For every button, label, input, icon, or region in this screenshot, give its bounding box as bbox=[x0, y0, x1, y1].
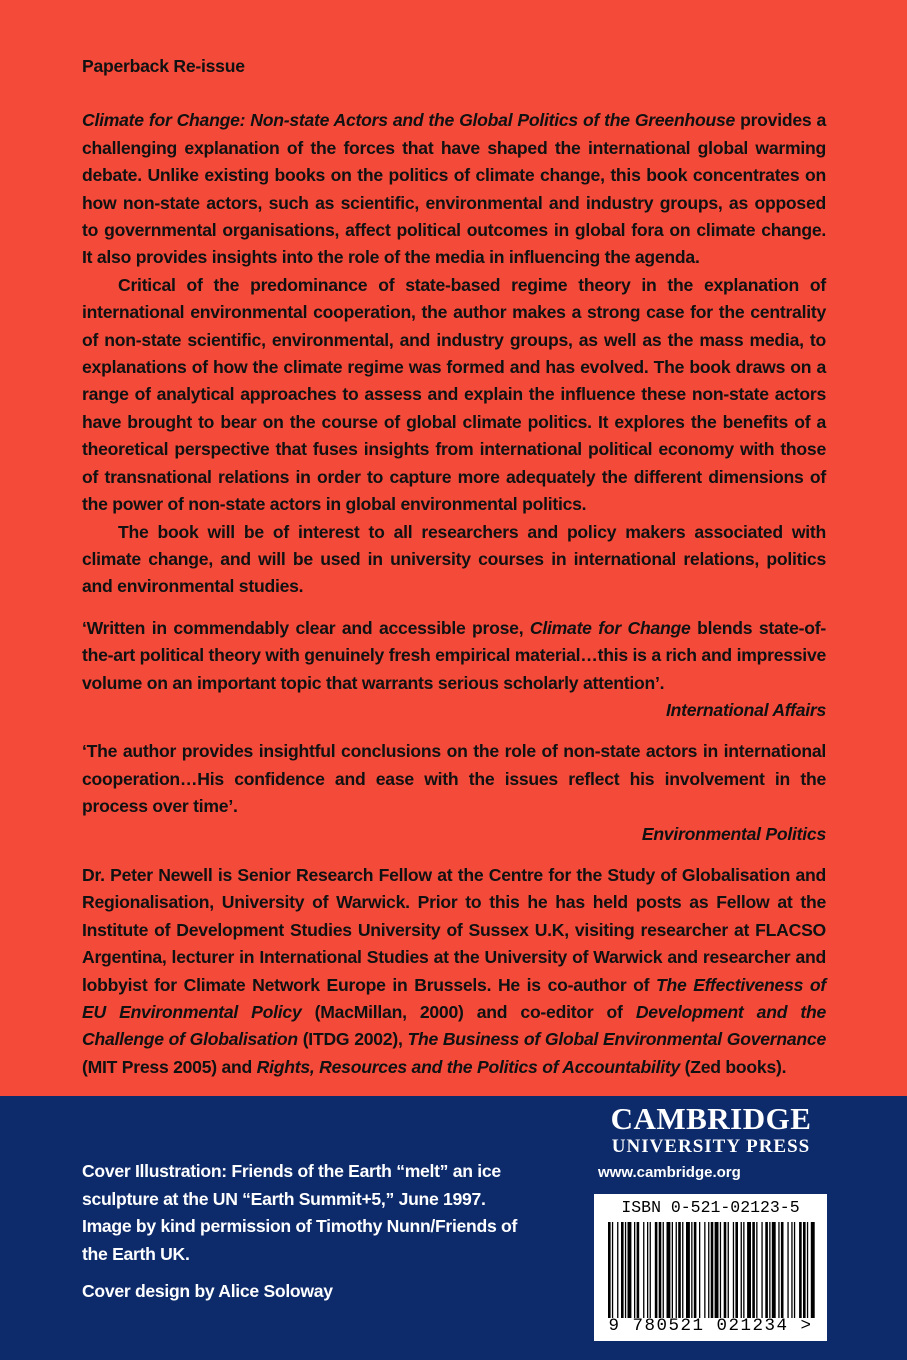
barcode-bar bbox=[741, 1222, 742, 1318]
barcode-bar bbox=[807, 1222, 808, 1318]
barcode-bar bbox=[676, 1222, 677, 1318]
barcode-bar bbox=[704, 1222, 705, 1318]
barcode-bar bbox=[765, 1222, 768, 1318]
barcode-bar bbox=[667, 1222, 671, 1318]
publisher-name: CAMBRIDGE bbox=[610, 1101, 812, 1136]
barcode-bar bbox=[756, 1222, 757, 1318]
barcode-bar bbox=[647, 1222, 648, 1318]
barcode-bar bbox=[686, 1222, 690, 1318]
barcode-bar bbox=[794, 1222, 795, 1318]
barcode-bar bbox=[799, 1222, 802, 1318]
barcode-bar bbox=[694, 1222, 697, 1318]
blurb-content bbox=[82, 53, 826, 1081]
paragraph-2: Critical of the predominance of state-based regime theory in the explanation of international environmental cooperation, the author makes a strong case for the centrality of non-state scientific, environmental, and industry groups, as well as the mass media, to explanations of how the climate regime was formed and has evolved. The book draws on a range of analytical approaches to assess and explain the influence these non-state actors have brought to bear on the course of global climate politics. It explores the benefits of a theoretical perspective that fuses insights from international political economy with those of transnational relations in order to capture more adequately the different dimensions of the power of non-state actors in global environmental politics. bbox=[82, 274, 826, 515]
publisher-url: www.cambridge.org bbox=[598, 1164, 741, 1181]
barcode-bar bbox=[708, 1222, 709, 1318]
barcode-bar bbox=[682, 1222, 683, 1318]
barcode-bar bbox=[747, 1222, 751, 1318]
barcode-bar bbox=[617, 1222, 618, 1318]
barcode-bar bbox=[628, 1222, 632, 1318]
intro-paragraph bbox=[82, 107, 826, 271]
barcode-bar bbox=[781, 1222, 784, 1318]
barcode-bar bbox=[778, 1222, 779, 1318]
barcode-bar bbox=[715, 1222, 719, 1318]
intro-text: provides a challenging explanation of the forces that have shaped the international global warming debate. Unlike existing books on the politics of climate change, this book concentrates on how non-state actors, such as scientific, environmental and industry groups, as opposed to governmental organisations, affect political outcomes in global fora on climate change. It also provides insights into the role of the media in influencing the agenda. bbox=[82, 110, 826, 268]
barcode-bar bbox=[643, 1222, 644, 1318]
barcode-bar bbox=[672, 1222, 673, 1318]
barcode-bar bbox=[663, 1222, 664, 1318]
ean-number: 9 780521 021234 > bbox=[608, 1316, 813, 1336]
review-2: ‘The author provides insightful conclusions on the role of non-state actors in international cooperation…His confidence and ease with the issues reflect his involvement in the process over time’. bbox=[82, 741, 826, 817]
barcode-bar bbox=[699, 1222, 700, 1318]
author-bio: Dr. Peter Newell is Senior Research Fellow at the Centre for the Study of Globalisation and Regionalisation, University of Warwick. Prior to this he has held posts as Fellow at the Institute of Development Studies University of Sussex U.K, visiting researcher at FLACSO Argentina, lecturer in International Studies at the University of Warwick and researcher and lobbyist for Climate Network Europe in Brussels. He is co-author of The Effectiveness of EU Environmental Policy (MacMillan, 2000) and co-editor of Development and the Challenge of Globalisation (ITDG 2002), The Business of Global Environmental Governance (MIT Press 2005) and Rights, Resources and the Politics of Accountability (Zed books). bbox=[82, 864, 826, 1077]
isbn-label: ISBN 0-521-02123-5 bbox=[621, 1198, 800, 1217]
barcode-bar bbox=[634, 1222, 635, 1318]
publisher-subtitle: UNIVERSITY PRESS bbox=[611, 1136, 811, 1157]
review-1-source: International Affairs bbox=[666, 699, 826, 720]
barcode-bar bbox=[720, 1222, 721, 1318]
barcode-bar bbox=[678, 1222, 681, 1318]
cover-illustration-credit: Cover Illustration: Friends of the Earth “melt” an ice sculpture at the UN “Earth Summit+5,” June 1997. Image by kind permission of Timothy Nunn/Friends of the Earth UK. bbox=[82, 1161, 518, 1264]
barcode-bar bbox=[752, 1222, 755, 1318]
cover-credits bbox=[82, 1158, 522, 1306]
barcode-bar bbox=[655, 1222, 658, 1318]
barcode-bar bbox=[769, 1222, 770, 1318]
barcode-bar bbox=[659, 1222, 662, 1318]
barcode-bar bbox=[803, 1222, 806, 1318]
barcode-bar bbox=[772, 1222, 776, 1318]
publisher-logo bbox=[596, 1102, 826, 1181]
barcode-bar bbox=[735, 1222, 738, 1318]
barcode-bar bbox=[691, 1222, 692, 1318]
barcode-bar bbox=[761, 1222, 762, 1318]
barcode-bar bbox=[621, 1222, 624, 1318]
barcode-bar bbox=[733, 1222, 734, 1318]
barcode-bar bbox=[728, 1222, 729, 1318]
review-1: ‘Written in commendably clear and accessible prose, Climate for Change blends state-of-the-art political theory with genuinely fresh empirical material…this is a rich and impressive volume on an important topic that warrants serious scholarly attention’. bbox=[82, 617, 827, 693]
barcode-bar bbox=[612, 1222, 613, 1318]
paragraph-3: The book will be of interest to all researchers and policy makers associated with climate change, and will be used in university courses in international relations, politics and environmental studies. bbox=[82, 521, 826, 597]
barcode-bar bbox=[811, 1222, 815, 1318]
barcode bbox=[594, 1194, 827, 1341]
barcode-bar bbox=[650, 1222, 651, 1318]
barcode-bar bbox=[711, 1222, 714, 1318]
barcode-bar bbox=[608, 1222, 611, 1318]
book-title: Climate for Change: Non-state Actors and the Global Politics of the Greenhouse bbox=[82, 110, 736, 131]
review-2-source: Environmental Politics bbox=[641, 823, 826, 844]
reissue-label: Paperback Re-issue bbox=[82, 56, 245, 76]
barcode-bar bbox=[791, 1222, 792, 1318]
footer-panel bbox=[0, 1096, 907, 1360]
cover-design-credit: Cover design by Alice Soloway bbox=[82, 1281, 333, 1301]
barcode-bar bbox=[724, 1222, 727, 1318]
barcode-bar bbox=[637, 1222, 640, 1318]
barcode-bar bbox=[787, 1222, 788, 1318]
barcode-bar bbox=[743, 1222, 744, 1318]
barcode-bar bbox=[625, 1222, 626, 1318]
barcode-bars bbox=[604, 1222, 817, 1318]
